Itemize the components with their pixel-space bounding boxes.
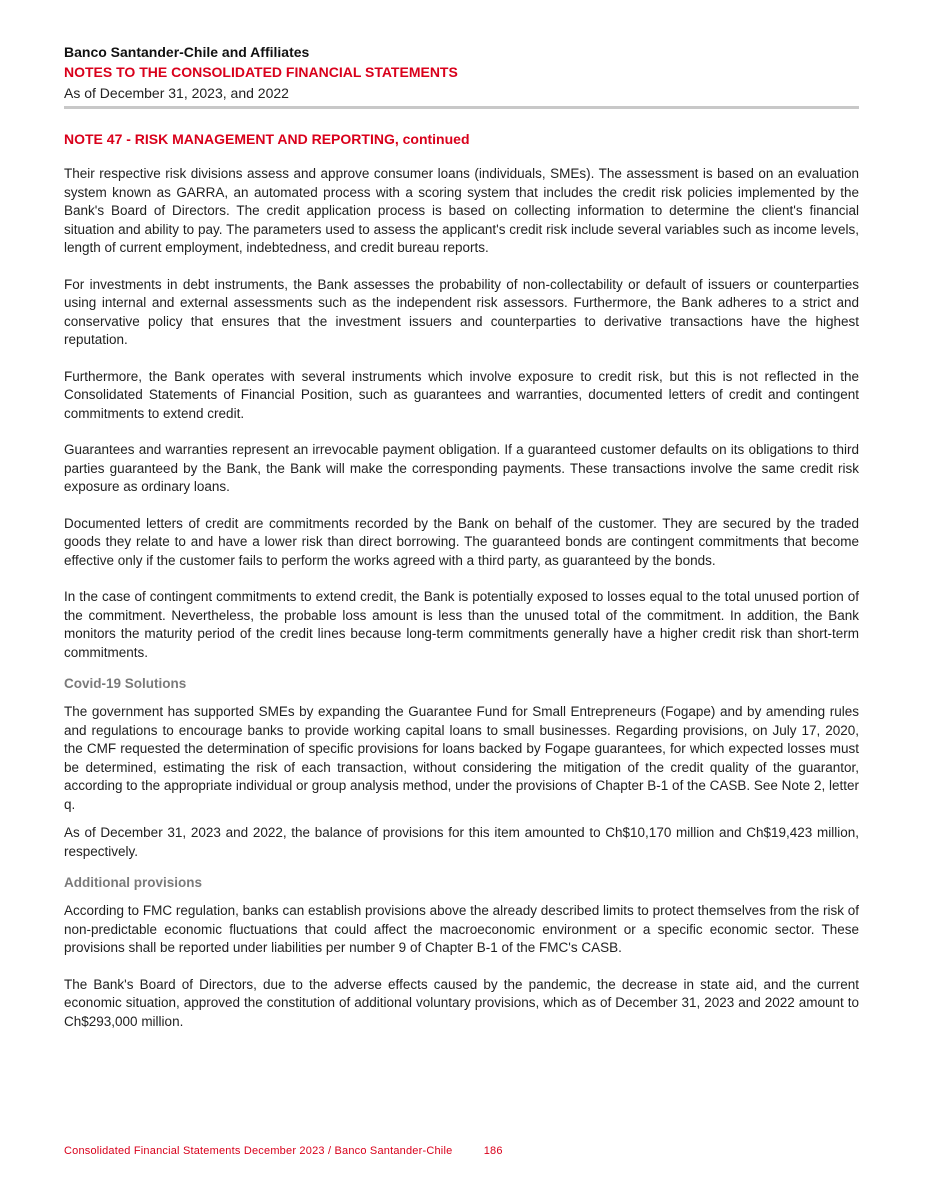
paragraph-guarantees: Guarantees and warranties represent an irrevocable payment obligation. If a guaranteed customer defaults on its obligations to third parties guaranteed by the Bank, the Bank will make the corresponding payments. These transactions involve the same credit risk exposure as ordinary loans.	[64, 442, 859, 494]
covid-heading: Covid-19 Solutions	[64, 676, 187, 691]
header-divider	[64, 106, 859, 109]
paragraph-letters-of-credit: Documented letters of credit are commitments recorded by the Bank on behalf of the customer. They are secured by the traded goods they relate to and have a lower risk than direct borrowing. The guaranteed bonds are contingent commitments that become effective only if the customer fails to perform the works agreed with a third party, as guaranteed by the bonds.	[64, 515, 859, 568]
paragraph-contingent-commitments: In the case of contingent commitments to extend credit, the Bank is potentially exposed to losses equal to the total unused portion of the commitment. Nevertheless, the probable loss amount is less than the unused total of the commitment. In addition, the Bank monitors the maturity period of the credit lines because long-term commitments generally have a higher credit risk than short-term commitments.	[64, 589, 859, 660]
paragraph-fmc-regulation: According to FMC regulation, banks can establish provisions above the already described limits to protect themselves from the risk of non-predictable economic fluctuations that could affect the macroeconomic environment or a specific economic sector. These provisions shall be reported under liabilities per number 9 of Chapter B-1 of the FMC's CASB.	[64, 903, 859, 955]
note-heading: NOTE 47 - RISK MANAGEMENT AND REPORTING, continued	[64, 131, 470, 147]
footer-text: Consolidated Financial Statements December 2023 / Banco Santander-Chile	[64, 1145, 453, 1157]
notes-title: NOTES TO THE CONSOLIDATED FINANCIAL STATEMENTS	[64, 64, 458, 80]
paragraph-covid-balance: As of December 31, 2023 and 2022, the balance of provisions for this item amounted to Ch$10,170 million and Ch$19,423 million, respectively.	[64, 825, 859, 859]
as-of-date: As of December 31, 2023, and 2022	[64, 85, 289, 101]
company-name: Banco Santander-Chile and Affiliates	[64, 44, 310, 60]
paragraph-debt-instruments: For investments in debt instruments, the Bank assesses the probability of non-collectability or default of issuers or counterparties using internal and external assessments such as the independent risk assessors. Furthermore, the Bank adheres to a strict and conservative policy that ensures that the investment issuers and counterparties to derivative transactions have the highest reputation.	[64, 276, 859, 347]
paragraph-credit-instruments: Furthermore, the Bank operates with several instruments which involve exposure to credit risk, but this is not reflected in the Consolidated Statements of Financial Position, such as guarantees and warranties, documented letters of credit and contingent commitments to extend credit.	[64, 368, 859, 421]
page-number: 186	[483, 1145, 503, 1157]
document-page	[64, 42, 859, 1031]
page-footer	[64, 1145, 503, 1157]
page-header	[64, 42, 859, 109]
paragraph-consumer-loans: Their respective risk divisions assess and approve consumer loans (individuals, SMEs). The assessment is based on an evaluation system known as GARRA, an automated process with a scoring system that includes the credit risk policies implemented by the Bank's Board of Directors. The credit application process is based on collecting information to determine the client's financial situation and ability to pay. The parameters used to assess the applicant's credit risk include several variables such as income levels, length of current employment, indebtedness, and credit bureau reports.	[64, 166, 859, 255]
additional-provisions-heading: Additional provisions	[64, 875, 203, 890]
paragraph-covid-fogape: The government has supported SMEs by expanding the Guarantee Fund for Small Entrepreneurs (Fogape) and by amending rules and regulations to encourage banks to provide working capital loans to small businesses. Regarding provisions, on July 17, 2020, the CMF requested the determination of specific provisions for loans backed by Fogape guarantees, for which expected losses must be determined, estimating the risk of each transaction, without considering the mitigation of the credit quality of the guarantor, according to the appropriate individual or group analysis method, under the provisions of Chapter B-1 of the CASB. See Note 2, letter q.	[64, 704, 859, 812]
paragraph-board-provisions: The Bank's Board of Directors, due to the adverse effects caused by the pandemic, the decrease in state aid, and the current economic situation, approved the constitution of additional voluntary provisions, which as of December 31, 2023 and 2022 amount to Ch$293,000 million.	[64, 976, 859, 1029]
